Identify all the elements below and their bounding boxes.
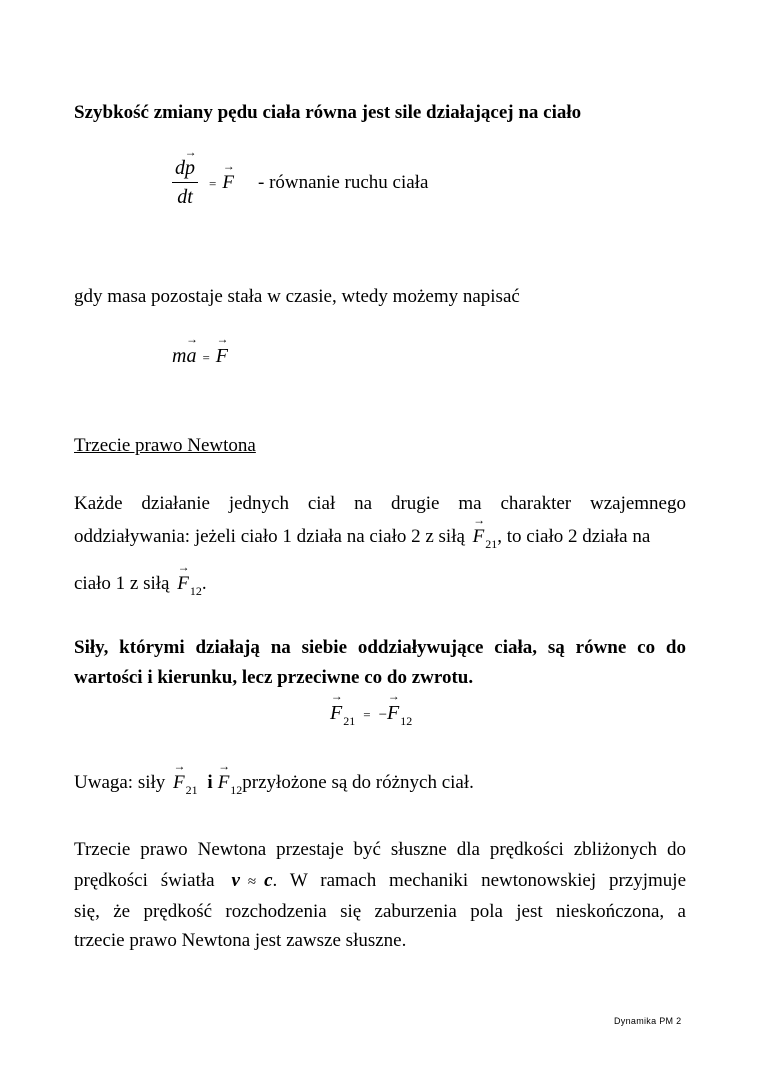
f-symbol: F: [330, 702, 343, 724]
note-suffix: przyłożone są do różnych ciał.: [242, 772, 474, 793]
f-symbol: F: [222, 172, 234, 193]
p-symbol: p: [185, 157, 195, 179]
vector-arrow: →: [216, 332, 229, 346]
equation-fraction: [172, 145, 198, 208]
equation-3: [330, 689, 413, 728]
vector-p: [184, 145, 197, 179]
numerator-d: d: [175, 157, 185, 179]
para2-line3: się, że prędkość rozchodzenia się zaburzenia pola jest nieskończona, a: [74, 901, 686, 922]
fraction-denominator: dt: [177, 186, 193, 208]
page-footer: Dynamika PM 2: [614, 1016, 682, 1026]
f-symbol: F: [387, 702, 400, 724]
period: .: [201, 573, 207, 594]
subscript-21: 21: [485, 537, 498, 551]
equation-2: [172, 332, 229, 369]
vector-f21: [330, 689, 343, 724]
vector-arrow: →: [173, 759, 186, 773]
equals-sign: =: [202, 350, 210, 365]
vector-f12: [177, 560, 190, 595]
para2-line1: Trzecie prawo Newtona przestaje być słuszne dla prędkości zbliżonych do: [74, 839, 686, 860]
vector-arrow: →: [218, 759, 231, 773]
vector-f12: [387, 689, 400, 724]
vector-f: [222, 159, 235, 194]
vector-arrow: →: [186, 332, 199, 346]
f-symbol: F: [472, 526, 485, 547]
c-symbol: c: [264, 870, 273, 891]
para1-line2-text-a: oddziaływania: jeżeli ciało 1 działa na ciało 2 z siłą: [74, 526, 465, 547]
para2-line2-text-b: . W ramach mechaniki newtonowskiej przyjmuje: [272, 870, 687, 891]
para1-line1: Każde działanie jednych ciał na drugie ma charakter wzajemnego: [74, 493, 686, 514]
vector-arrow: →: [184, 145, 197, 159]
vector-f12: [217, 759, 231, 794]
approx-sign: ≈: [247, 874, 257, 890]
para2-line2-text-a: prędkości światła: [74, 870, 215, 891]
subscript-21: 21: [185, 783, 198, 797]
note-prefix: Uwaga: siły: [74, 772, 166, 793]
vector-f21: [173, 759, 186, 794]
note-line: [74, 759, 474, 797]
f-symbol: F: [217, 772, 230, 793]
equals-sign: =: [363, 707, 371, 722]
para2-line4: trzecie prawo Newtona jest zawsze słuszne.: [74, 930, 407, 951]
vector-arrow: →: [222, 159, 235, 173]
f-symbol: F: [177, 573, 189, 594]
f-symbol: F: [215, 345, 229, 367]
minus-sign: −: [378, 707, 388, 723]
para1-line2: [74, 513, 651, 551]
subscript-12: 12: [400, 714, 413, 728]
bold-para-line1: Siły, którymi działają na siebie oddziaływujące ciała, są równe co do: [74, 637, 686, 658]
para2-line2: [74, 870, 686, 893]
mass-text: gdy masa pozostaje stała w czasie, wtedy możemy napisać: [74, 286, 520, 307]
note-and: i: [207, 772, 213, 793]
vector-f21: [472, 513, 486, 548]
vector-arrow: →: [387, 689, 400, 703]
vector-arrow: →: [330, 689, 343, 703]
m-symbol: m: [172, 345, 187, 367]
vector-arrow: →: [177, 560, 190, 574]
subscript-12: 12: [230, 783, 243, 797]
equation-1-caption: - równanie ruchu ciała: [258, 172, 429, 193]
vector-a: [186, 332, 199, 367]
section-title: Trzecie prawo Newtona: [74, 435, 256, 456]
fraction-bar: [172, 182, 198, 183]
para1-line3: [74, 560, 207, 598]
fraction-numerator: [172, 145, 198, 179]
bold-para-line2: wartości i kierunku, lecz przeciwne co do zwrotu.: [74, 667, 474, 688]
a-symbol: a: [186, 345, 197, 367]
equals-sign: =: [209, 176, 217, 191]
para1-line3-text: ciało 1 z siłą: [74, 573, 170, 594]
vector-f: [215, 332, 229, 367]
f-symbol: F: [173, 772, 185, 793]
heading-text: Szybkość zmiany pędu ciała równa jest sile działającej na ciało: [74, 102, 582, 123]
vector-arrow: →: [473, 513, 486, 527]
subscript-12: 12: [189, 584, 202, 598]
para1-line2-text-b: , to ciało 2 działa na: [497, 526, 651, 547]
v-symbol: v: [231, 870, 240, 891]
subscript-21: 21: [343, 714, 356, 728]
equation-1-rhs: [203, 159, 235, 195]
